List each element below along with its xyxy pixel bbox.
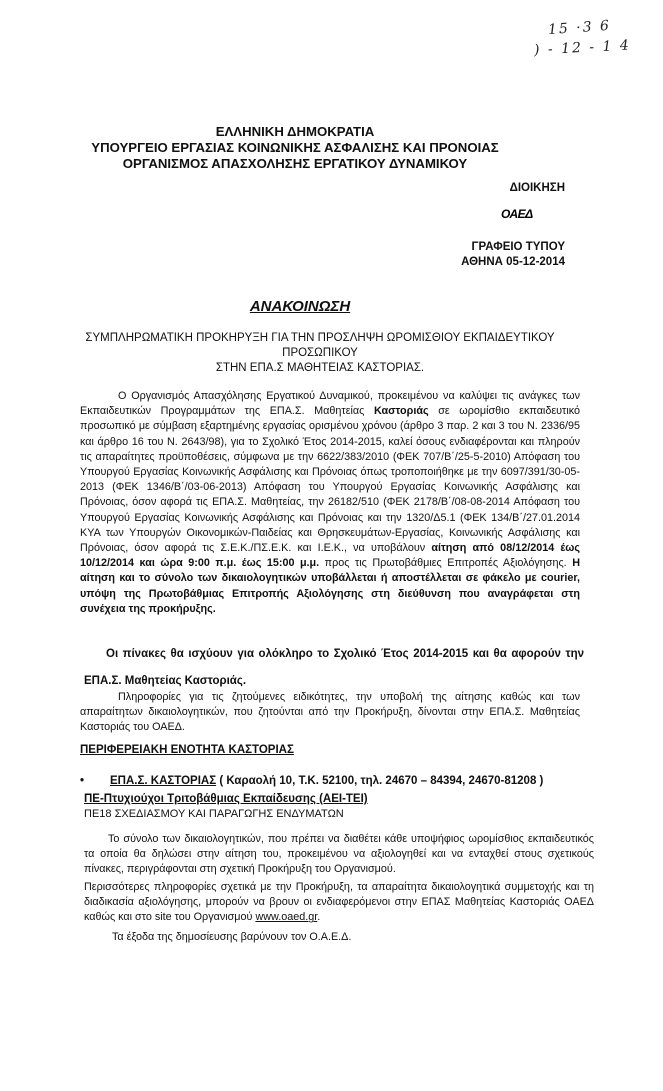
more-info-end: .	[317, 911, 321, 924]
more-info-text: Περισσότερες πληροφορίες σχετικά με την Προκήρυξη, τα απαραίτητα δικαιολογητικά συμμετοχής και τη διαδικασία αξιολόγησης, μπορούν να βρουν οι ενδιαφερόμενοι στην ΕΠΑΣ Μαθητείας Καστοριάς ΟΑΕΔ καθώς και στο site του Οργανισμού	[84, 881, 594, 924]
admin-label: ΔΙΟΙΚΗΣΗ	[509, 182, 565, 194]
paragraph-info: Πληροφορίες για τις ζητούμενες ειδικότητες, την υποβολή της αίτησης καθώς και των απαραίτητων δικαιολογητικών, που ζητούνται από την Προκήρυξη, δίνονται στην ΕΠΑ.Σ. Μαθητείας Καστοριάς του ΟΑΕΔ.	[80, 691, 580, 734]
paragraph-main-dates: αίτηση από 08/12/2014 έως 10/12/2014 και ώρα 9:00 π.μ. έως 15:00 μ.μ.	[80, 542, 580, 570]
announcement-title: ΑΝΑΚΟΙΝΩΣΗ	[249, 298, 351, 315]
place-date: ΑΘΗΝΑ 05-12-2014	[461, 256, 565, 268]
paragraph-main-text-a: Ο Οργανισμός Απασχόλησης Εργατικού Δυναμικού, προκειμένου να καλύψει τις ανάγκες των Εκπαιδευτικών Προγραμμάτων της ΕΠΑ.Σ. Μαθητείας	[80, 390, 580, 418]
oaed-website-link[interactable]: www.oaed.gr	[255, 911, 318, 924]
subtitle-line-3: ΣΤΗΝ ΕΠΑ.Σ ΜΑΘΗΤΕΙΑΣ ΚΑΣΤΟΡΙΑΣ.	[215, 362, 425, 374]
paragraph-main-text-c: σε ωρομίσθιο εκπαιδευτικό προσωπικό με σύμβαση εξαρτημένης εργασίας ορισμένου χρόνου (άρθρο 3 παρ. 2 και 3 του Ν. 2336/95 και άρθρο 16 του Ν. 2643/98), για το Σχολικό Έτος 2014-2015, καλεί όσους ενδιαφέρονται και πληρούν τις απαραίτητες προϋποθέσεις, σύμφωνα με την 6622/383/2010 (ΦΕΚ 707/Β΄/25-5-2010) Απόφαση του Υπουργού Εργασίας Κοινωνικής Ασφάλισης και Πρόνοιας όπως τροποποιήθηκε με την 6097/391/30-05-2013 (ΦΕΚ 1346/Β΄/03-06-2013) Απόφαση του Υπουργού Εργασίας Κοινωνικής Ασφάλισης και Πρόνοιας, όσον αφορά τις ΕΠΑ.Σ. Μαθητείας, την 26182/510 (ΦΕΚ 2178/Β΄/08-08-2014 Απόφαση του Υπουργού Εργασίας Κοινωνικής Ασφάλισης και Πρόνοιας και την 1320/Δ5.1 (ΦΕΚ 134/Β΄/27.01.2014 ΚΥΑ των Υπουργών Οικονομικών-Παιδείας και Θρησκευμάτων-Εργασίας, Κοινωνικής Ασφάλισης και Πρόνοιας, όσον αφορά τις Σ.Ε.Κ./ΠΣ.Ε.Κ. και Ι.Ε.Κ., να υποβάλουν	[80, 405, 580, 555]
oaed-logo: ΟΑΕΔ	[501, 207, 533, 221]
school-address: ( Καραολή 10, Τ.Κ. 52100, τηλ. 24670 – 84394, 24670-81208 )	[216, 775, 544, 787]
teacher-specialty: ΠΕ18 ΣΧΕΔΙΑΣΜΟΥ ΚΑΙ ΠΑΡΑΓΩΓΗΣ ΕΝΔΥΜΑΤΩΝ	[84, 808, 344, 820]
paragraph-expenses: Τα έξοδα της δημοσίευσης βαρύνουν τον Ο.Α.Ε.Δ.	[112, 931, 352, 943]
header-organization: ΟΡΓΑΝΙΣΜΟΣ ΑΠΑΣΧΟΛΗΣΗΣ ΕΡΓΑΤΙΚΟΥ ΔΥΝΑΜΙΚΟΥ	[122, 156, 468, 171]
paragraph-main-city: Καστοριάς	[373, 405, 429, 418]
header-ministry: ΥΠΟΥΡΓΕΙΟ ΕΡΓΑΣΙΑΣ ΚΟΙΝΩΝΙΚΗΣ ΑΣΦΑΛΙΣΗΣ ΚΑΙ ΠΡΟΝΟΙΑΣ	[91, 140, 499, 155]
header-republic: ΕΛΛΗΝΙΚΗ ΔΗΜΟΚΡΑΤΙΑ	[215, 124, 375, 139]
bullet-icon: •	[80, 775, 85, 787]
teacher-category: ΠΕ-Πτυχιούχοι Τριτοβάθμιας Εκπαίδευσης (ΑΕΙ-ΤΕΙ)	[84, 793, 368, 805]
school-entry	[80, 775, 600, 787]
paragraph-main	[80, 389, 580, 617]
press-office-label: ΓΡΑΦΕΙΟ ΤΥΠΟΥ	[471, 241, 565, 253]
subtitle-line-1: ΣΥΜΠΛΗΡΩΜΑΤΙΚΗ ΠΡΟΚΗΡΥΞΗ ΓΙΑ ΤΗΝ ΠΡΟΣΛΗΨΗ ΩΡΟΜΙΣΘΙΟΥ ΕΚΠΑΙΔΕΥΤΙΚΟΥ	[85, 332, 555, 344]
paragraph-main-text-e: προς τις Πρωτοβάθμιες Επιτροπές Αξιολόγησης.	[319, 557, 573, 570]
paragraph-documents: Το σύνολο των δικαιολογητικών, που πρέπει να διαθέτει κάθε υποψήφιος ωρομίσθιος εκπαιδευτικός τα οποία θα δηλώσει στην αίτηση του, προκειμένου να αξιολογηθεί και να ενταχθεί στους σχετικούς πίνακες, περιγράφονται στη σχετική Προκήρυξη του Οργανισμού.	[84, 833, 594, 876]
handwritten-note-date: ) - 12 - 1 4	[533, 37, 632, 59]
section-heading: ΠΕΡΙΦΕΡΕΙΑΚΗ ΕΝΟΤΗΤΑ ΚΑΣΤΟΡΙΑΣ	[80, 744, 294, 756]
subtitle-line-2: ΠΡΟΣΩΠΙΚΟΥ	[282, 347, 358, 359]
handwritten-note-number: 15 ·3 6	[547, 17, 612, 39]
school-name: ΕΠΑ.Σ. ΚΑΣΤΟΡΙΑΣ	[110, 775, 217, 787]
paragraph-more-info	[84, 880, 594, 926]
paragraph-validity: Οι πίνακες θα ισχύουν για ολόκληρο το Σχολικό Έτος 2014-2015 και θα αφορούν την ΕΠΑ.Σ. Μαθητείας Καστοριάς.	[84, 648, 584, 687]
paragraph-main-submission: Η αίτηση και το σύνολο των δικαιολογητικών υποβάλλεται ή αποστέλλεται σε φάκελο με courier, υπόψη της Πρωτοβάθμιας Επιτροπής Αξιολόγησης στη διεύθυνση που αναγράφεται στη συνέχεια της προκήρυξης.	[80, 557, 580, 615]
